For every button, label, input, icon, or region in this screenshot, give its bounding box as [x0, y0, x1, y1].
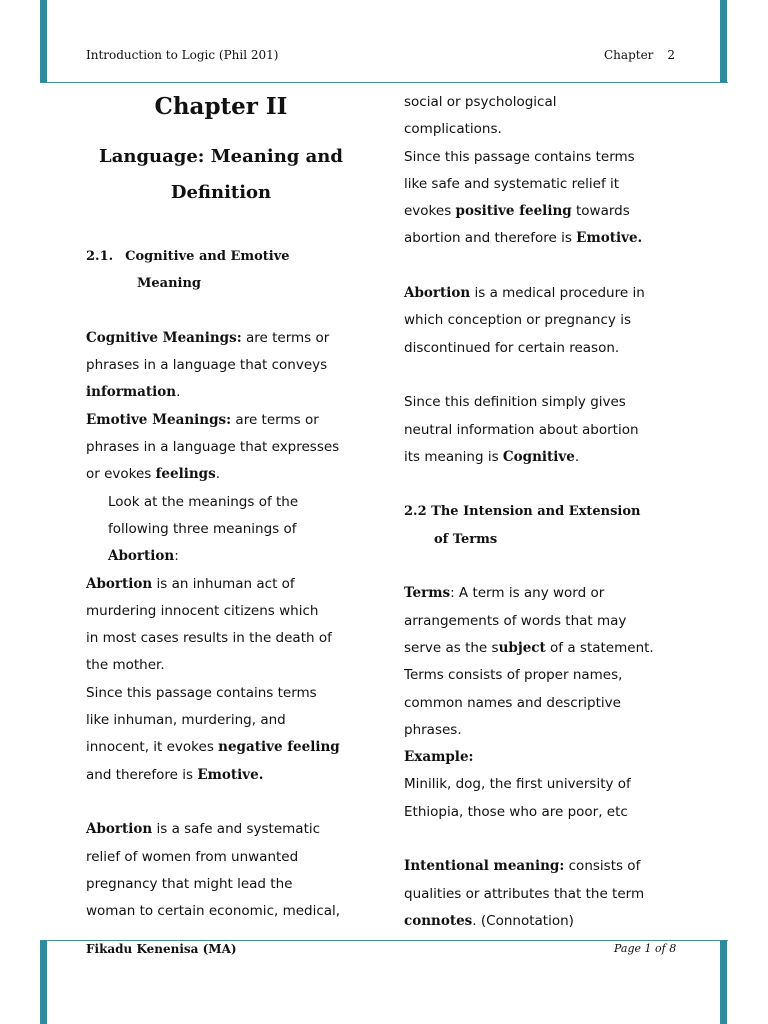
- abortion-definition-3: [404, 280, 674, 307]
- section-heading-2-2: 2.2 The Intension and Extension: [404, 504, 641, 520]
- running-header-course: Introduction to Logic (Phil 201): [86, 48, 279, 62]
- emphasis: Abortion: [108, 548, 175, 565]
- text: information.: [86, 384, 181, 401]
- section-title-cont: of Terms: [434, 531, 498, 547]
- text: is a medical procedure in: [470, 285, 645, 302]
- text: which conception or pregnancy is: [404, 312, 631, 329]
- text: common names and descriptive: [404, 694, 621, 711]
- text: Minilik, dog, the first university of: [404, 776, 631, 793]
- text: Since this passage contains terms: [404, 148, 635, 165]
- corner-bar-top-right: [720, 0, 727, 82]
- text: is a safe and systematic: [152, 821, 321, 838]
- text: the mother.: [86, 657, 165, 674]
- emotive-definition: [86, 407, 366, 434]
- abortion-definition-1: [86, 571, 366, 598]
- text: like inhuman, murdering, and: [86, 712, 286, 729]
- term-intentional-meaning: Intentional meaning:: [404, 858, 565, 875]
- text: arrangements of words that may: [404, 612, 627, 629]
- text: Terms consists of proper names,: [404, 667, 623, 684]
- text: [404, 198, 674, 225]
- text: phrases.: [404, 721, 462, 738]
- example-label: Example:: [404, 749, 474, 766]
- chapter-title: Chapter II: [154, 93, 288, 120]
- text: consists of: [564, 858, 641, 875]
- chapter-label: Chapter: [604, 48, 654, 62]
- section-heading-2-1: [86, 243, 366, 270]
- text: Ethiopia, those who are poor, etc: [404, 803, 628, 820]
- text: discontinued for certain reason.: [404, 339, 620, 356]
- text: [86, 762, 366, 789]
- text: murdering innocent citizens which: [86, 602, 319, 619]
- text: [404, 908, 674, 935]
- emphasis: positive feeling: [455, 203, 572, 220]
- text: . (Connotation): [472, 912, 574, 929]
- text: towards: [571, 203, 630, 220]
- cognitive-definition: [86, 325, 366, 352]
- text: like safe and systematic relief it: [404, 175, 620, 192]
- text: following three meanings of: [108, 520, 297, 537]
- right-column: [404, 89, 674, 935]
- emphasis: connotes: [404, 912, 473, 929]
- subtitle-line-1: Language: Meaning and: [99, 146, 343, 167]
- text: [404, 635, 674, 662]
- text: or evokes: [86, 466, 156, 483]
- text: social or psychological: [404, 94, 557, 110]
- corner-bar-bottom-left: [40, 940, 47, 1024]
- text: : A term is any word or: [450, 585, 605, 602]
- text: Abortion:: [108, 548, 179, 565]
- footer-author: Fikadu Kenenisa (MA): [86, 942, 237, 956]
- text: neutral information about abortion: [404, 421, 639, 438]
- section-title-cont: Meaning: [137, 276, 202, 292]
- text: pregnancy that might lead the: [86, 875, 293, 892]
- text: in most cases results in the death of: [86, 630, 332, 647]
- text: of a statement.: [545, 639, 654, 656]
- text: Since this passage contains terms: [86, 684, 317, 701]
- term-terms: Terms: [404, 585, 451, 602]
- text: abortion and therefore is: [404, 230, 577, 247]
- text: Look at the meanings of the: [108, 493, 299, 510]
- emphasis: negative feeling: [218, 739, 340, 756]
- text: qualities or attributes that the term: [404, 885, 645, 902]
- chapter-subtitle: [86, 139, 356, 211]
- text: [404, 225, 674, 252]
- text: or evokes feelings.: [86, 466, 221, 483]
- footer-rule: [40, 940, 728, 941]
- text: its meaning is: [404, 448, 503, 465]
- text: relief of women from unwanted: [86, 848, 299, 865]
- text: evokes: [404, 203, 456, 220]
- section-title: Cognitive and Emotive: [125, 249, 290, 264]
- emphasis: Emotive.: [576, 230, 643, 247]
- emphasis: feelings: [155, 466, 216, 483]
- text: its meaning is Cognitive.: [404, 448, 580, 465]
- left-column: [86, 243, 366, 925]
- text: are terms or: [231, 411, 319, 428]
- footer-page-number: Page 1 of 8: [614, 942, 677, 955]
- emphasis: Cognitive: [502, 448, 575, 465]
- term-emotive: Emotive Meanings:: [86, 411, 232, 428]
- term-abortion: Abortion: [404, 285, 471, 302]
- term-cognitive: Cognitive Meanings:: [86, 329, 242, 346]
- text: phrases in a language that conveys: [86, 357, 328, 374]
- terms-definition: [404, 580, 674, 607]
- section-number: 2.1.: [86, 249, 114, 264]
- running-header-chapter: [604, 48, 675, 62]
- abortion-definition-2: [86, 816, 366, 843]
- emphasis: information: [86, 384, 177, 401]
- text: phrases in a language that expresses: [86, 439, 340, 456]
- text: innocent, it evokes: [86, 739, 219, 756]
- text: Since this definition simply gives: [404, 394, 626, 411]
- chapter-number: 2: [667, 48, 676, 62]
- text: complications.: [404, 121, 502, 138]
- corner-bar-bottom-right: [720, 940, 727, 1024]
- text: [86, 734, 366, 761]
- term-abortion: Abortion: [86, 821, 153, 838]
- text: is an inhuman act of: [152, 575, 295, 592]
- subtitle-line-2: Definition: [170, 182, 272, 203]
- emphasis: ubject: [498, 639, 546, 656]
- text: serve as the s: [404, 639, 499, 656]
- corner-bar-top-left: [40, 0, 47, 82]
- emphasis: Emotive.: [197, 766, 264, 783]
- text: are terms or: [241, 329, 330, 346]
- header-rule: [40, 82, 728, 83]
- text: woman to certain economic, medical,: [86, 903, 341, 920]
- intentional-meaning-definition: [404, 853, 674, 880]
- text: and therefore is: [86, 766, 198, 783]
- term-abortion: Abortion: [86, 575, 153, 592]
